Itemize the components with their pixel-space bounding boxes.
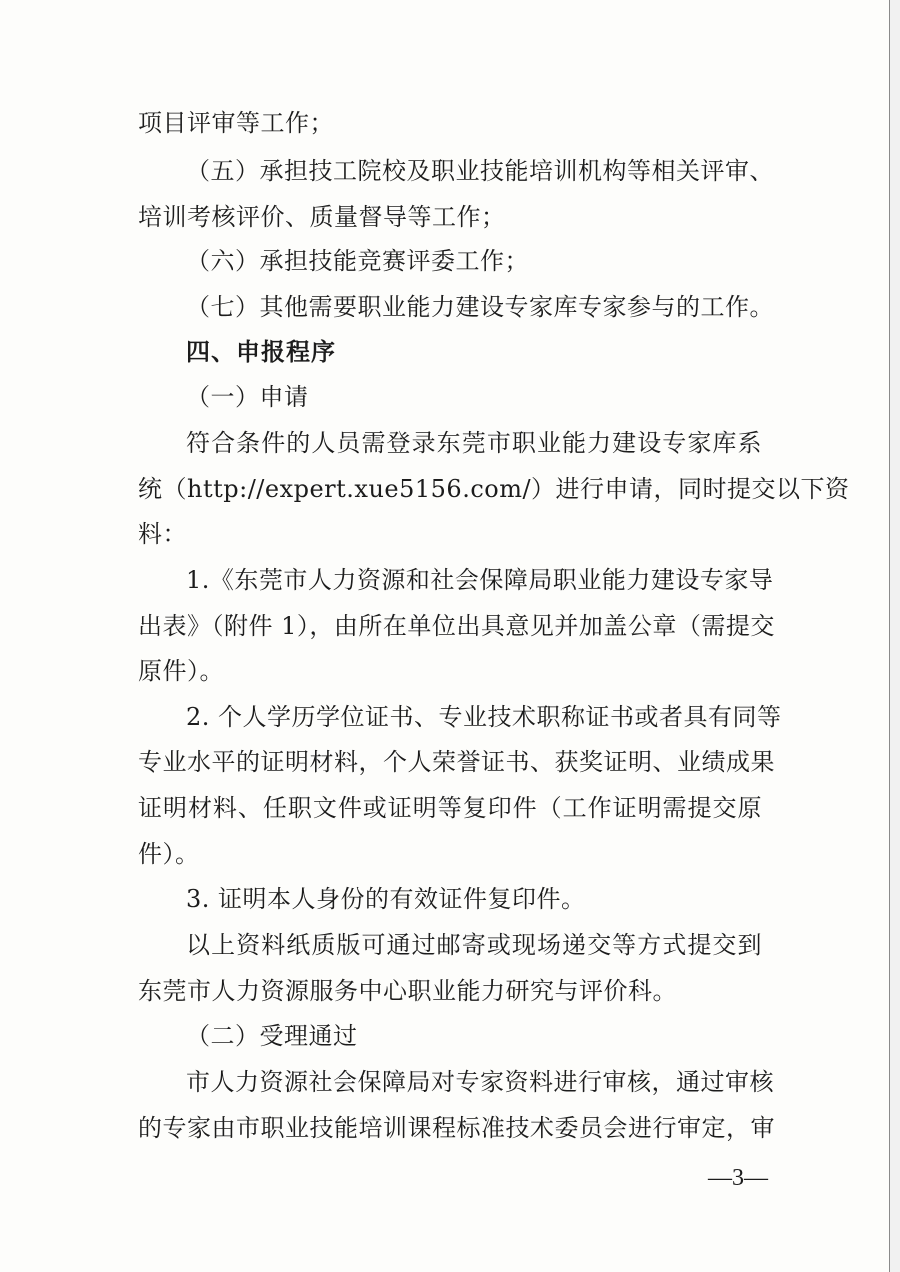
text-line: 件）。 — [138, 840, 200, 868]
text-line: 符合条件的人员需登录东莞市职业能力建设专家库系 — [186, 429, 762, 457]
scan-edge-shade — [890, 0, 900, 1272]
text-line: 料： — [138, 520, 187, 548]
text-line: 项目评审等工作； — [138, 109, 334, 137]
text-line: （七）其他需要职业能力建设专家库专家参与的工作。 — [186, 293, 774, 321]
text-line: （五）承担技工院校及职业技能培训机构等相关评审、 — [186, 157, 774, 185]
text-line: 3. 证明本人身份的有效证件复印件。 — [186, 885, 586, 913]
section-heading: 四、申报程序 — [186, 338, 336, 366]
text-line: 以上资料纸质版可通过邮寄或现场递交等方式提交到 — [186, 931, 762, 959]
subsection-heading: （一）申请 — [186, 383, 309, 411]
text-line: 证明材料、任职文件或证明等复印件（工作证明需提交原 — [138, 794, 762, 822]
text-line: 市人力资源社会保障局对专家资料进行审核，通过审核 — [186, 1068, 774, 1096]
text-line: 专业水平的证明材料，个人荣誉证书、获奖证明、业绩成果 — [138, 748, 775, 776]
text-line: 出表》（附件 1），由所在单位出具意见并加盖公章（需提交 — [138, 612, 775, 640]
text-line: 培训考核评价、质量督导等工作； — [138, 203, 506, 231]
text-line: 1.《东莞市人力资源和社会保障局职业能力建设专家导 — [186, 566, 774, 594]
text-line: 东莞市人力资源服务中心职业能力研究与评价科。 — [138, 977, 677, 1005]
text-line: 的专家由市职业技能培训课程标准技术委员会进行审定，审 — [138, 1114, 775, 1142]
text-line: 2. 个人学历学位证书、专业技术职称证书或者具有同等 — [186, 703, 782, 731]
page-number: —3— — [708, 1165, 768, 1191]
text-line-with-url: 统（http://expert.xue5156.com/）进行申请，同时提交以下资 — [138, 475, 850, 503]
subsection-heading: （二）受理通过 — [186, 1022, 358, 1050]
text-line: 原件）。 — [138, 657, 224, 685]
text-line: （六）承担技能竞赛评委工作； — [186, 247, 529, 275]
